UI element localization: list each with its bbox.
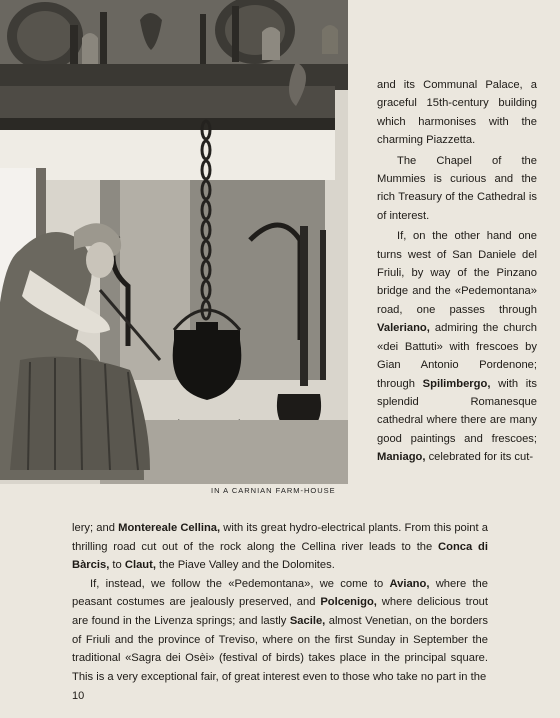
text-run: If, on the other hand one turns west of San Daniele del Friuli, by way of the Pinzano bridge and the «Pedemontana» road, one passes through [377,230,537,316]
farmhouse-photograph [0,0,348,484]
place-name: Conca di Bàrcis, [72,540,488,572]
text-run: and its Communal Palace, a graceful 15th-century building which harmonises with the charming Piazzetta. [377,79,537,147]
paragraph [377,152,537,226]
paragraph [72,519,488,575]
text-run: with its great hydro-electrical plants. From this point a thrilling road cut out of the rock along the Cellina river leads to the [72,522,488,553]
text-run: to [109,559,125,572]
text-run: almost Venetian, on the borders of Friuli and the province of Treviso, where on the first Sunday in September the traditional «Sagra dei Osèi» (festival of birds) takes place in the principal square. This is a very exceptional fair, of great interest even to those who take no part in the [72,614,489,683]
text-run: with its splendid Romanesque cathedral where there are many good paintings and frescoes; [377,377,537,445]
place-name: Maniago, [377,451,426,464]
text-run: the Piave Valley and the Dolomites. [155,559,335,572]
text-run: admiring the church «dei Battuti» with frescoes by Gian Antonio Pordenone; through [377,322,537,390]
place-name: Spilimbergo, [422,377,491,390]
right-text-column [377,76,537,469]
place-name: Sacile, [289,614,326,627]
place-name: Polcenigo, [320,596,377,609]
paragraph [377,76,537,150]
place-name: Montereale Cellina, [118,522,221,534]
book-page: IN A CARNIAN FARM-HOUSE and its Communal Palace, a graceful 15th-century building which harmonises with the charming Piazzetta. The Chapel of the Mummies is curious and the rich Treasury of the Cathedral is of interest. If, on the other hand one turns west of San Daniele del Friuli, by way of the Pinzano bridge and the «Pedemontana» road, one passes through Valeriano, admiring the church «dei Battuti» with frescoes by Gian Antonio Pordenone; through Spilimbergo, with its splendid Romanesque cathedral where there are many good paintings and frescoes; Maniago, celebrated for its cut- lery; and Montereale Cellina, with its great hydro-electrical plants. From this point a thrilling road cut out of the rock along the Cellina river leads to the Conca di Bàrcis, to Claut, the Piave Valley and the Dolomites. If, instead, we follow the «Pedemontana», we come to Aviano, where the peasant costumes are jealously preserved, and Polcenigo, where delicious trout are found in the Livenza springs; and lastly Sacile, almost Venetian, on the borders of Friuli and the province of Treviso, where on the first Sunday in September the traditional «Sagra dei Osèi» (festival of birds) takes place in the principal square. This is a very exceptional fair, of great interest even to those who take no part in the 10 [0,0,560,718]
text-run: lery; and [72,522,119,534]
place-name: Valeriano, [377,322,430,335]
full-width-text [72,519,488,686]
place-name: Aviano, [389,577,430,590]
text-run: If, instead, we follow the «Pedemontana», we come to [90,577,390,590]
text-run: The Chapel of the Mummies is curious and the rich Treasury of the Cathedral is of interest. [377,154,537,222]
place-name: Claut, [124,559,156,572]
text-run: where the peasant costumes are jealously preserved, and [72,577,488,609]
paragraph [377,227,537,466]
photo-illustration [0,0,348,484]
text-run: celebrated for its cut- [425,451,534,464]
paragraph [72,575,488,687]
page-number: 10 [72,690,85,702]
text-run: where delicious trout are found in the Livenza springs; and lastly [72,596,488,627]
